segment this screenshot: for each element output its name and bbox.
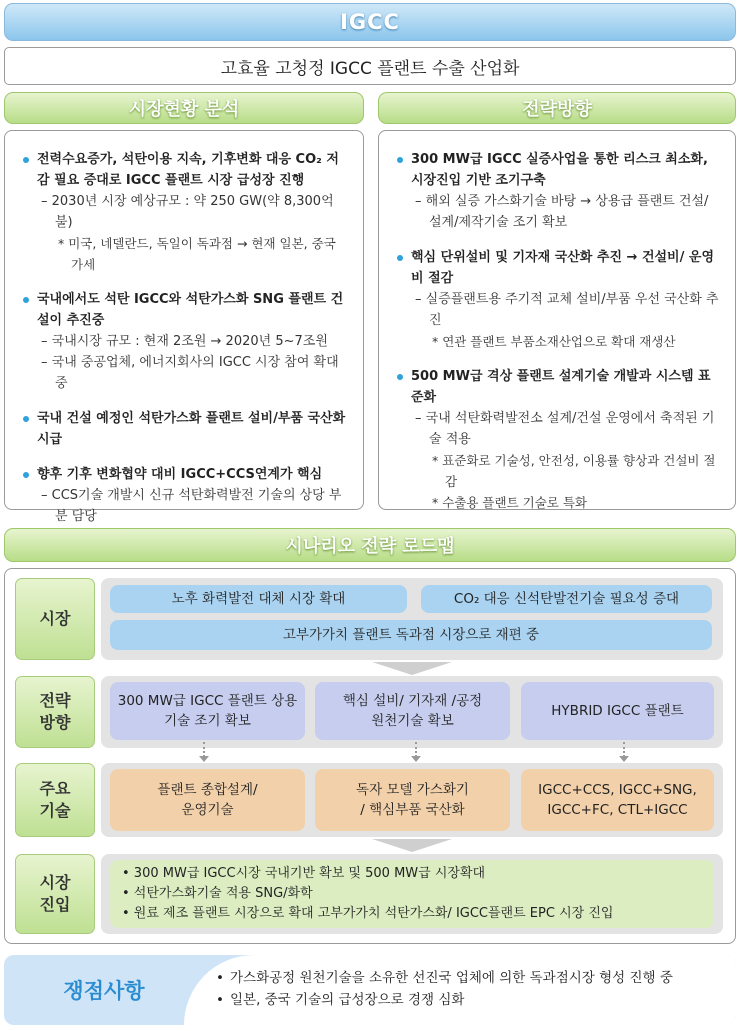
- market-analysis-item-sub: – 2030년 시장 예상규모 : 약 250 GW(약 8,300억불): [41, 194, 334, 230]
- market-analysis-item: [21, 149, 349, 275]
- strategy-item-sub: – 실증플랜트용 주기적 교체 설비/부품 우선 국산화 추진: [415, 292, 719, 328]
- market-analysis-item: [21, 464, 349, 527]
- page-subtitle: 고효율 고청정 IGCC 플랜트 수출 산업화: [4, 47, 736, 85]
- strategy-item-title: 500 MW급 격상 플랜트 설계기술 개발과 시스템 표준화: [395, 366, 721, 408]
- strategy-item: [395, 149, 721, 233]
- market-analysis-item-title: 향후 기후 변화협약 대비 IGCC+CCS연계가 핵심: [21, 464, 349, 485]
- issues-bar: [4, 955, 736, 1025]
- entry-item-2: • 석탄가스화기술 적용 SNG/화학: [122, 886, 313, 901]
- strategy-item-note: * 연관 플랜트 부품소재산업으로 확대 재생산: [432, 334, 676, 349]
- strategy-panel: [378, 130, 736, 510]
- tech-item-1: 플랜트 종합설계/ 운영기술: [110, 769, 305, 831]
- down-arrow-icon: [372, 839, 452, 852]
- market-analysis-item-sub: – 국내 중공업체, 에너지회사의 IGCC 시장 참여 확대 중: [41, 355, 339, 391]
- row-area-entry: [101, 854, 723, 934]
- strategy-item: [395, 366, 721, 513]
- row-area-strategy: [101, 676, 723, 748]
- tech-item-3: IGCC+CCS, IGCC+SNG, IGCC+FC, CTL+IGCC: [521, 769, 714, 831]
- connector-arrow-icon: [411, 756, 421, 762]
- connector-arrow-icon: [619, 756, 629, 762]
- strategy-item-note: * 표준화로 기술성, 안전성, 이용률 향상과 건설비 절감: [432, 453, 716, 489]
- page-title: IGCC: [4, 3, 736, 41]
- row-label-entry: 시장 진입: [15, 854, 95, 934]
- row-label-tech: 주요 기술: [15, 763, 95, 837]
- row-area-market: [101, 578, 723, 660]
- strategy-item-sub: – 국내 석탄화력발전소 설계/건설 운영에서 축적된 기술 적용: [415, 411, 715, 447]
- market-analysis-item-sub: – CCS기술 개발시 신규 석탄화력발전 기술의 상당 부분 담당: [41, 488, 342, 524]
- entry-box: [110, 860, 714, 928]
- tech-item-2: 독자 모델 가스화기 / 핵심부품 국산화: [315, 769, 510, 831]
- entry-item-3: • 원료 제조 플랜트 시장으로 확대 고부가가치 석탄가스화/ IGCC플랜트 EPC 시장 진입: [122, 906, 614, 921]
- strategy-heading: 전략방향: [378, 92, 736, 124]
- strategy-item: [395, 247, 721, 352]
- row-label-strategy: 전략 방향: [15, 676, 95, 748]
- strategy-item-title: 핵심 단위설비 및 기자재 국산화 추진 → 건설비/ 운영비 절감: [395, 247, 721, 289]
- connector-dots: [203, 742, 205, 757]
- market-bottom: 고부가가치 플랜트 독과점 시장으로 재편 중: [110, 620, 712, 650]
- connector-dots: [415, 742, 417, 757]
- entry-item-1: • 300 MW급 IGCC시장 국내기반 확보 및 500 MW급 시장확대: [122, 866, 486, 881]
- strategy-item-title: 300 MW급 IGCC 실증사업을 통한 리스크 최소화, 시장진입 기반 조기구축: [395, 149, 721, 191]
- market-analysis-panel: [4, 130, 364, 524]
- market-top-left: 노후 화력발전 대체 시장 확대: [110, 585, 407, 613]
- market-analysis-item-title: 국내에서도 석탄 IGCC와 석탄가스화 SNG 플랜트 건설이 추진중: [21, 289, 349, 331]
- strategy-item-1: 300 MW급 IGCC 플랜트 상용 기술 조기 확보: [110, 682, 305, 740]
- market-analysis-item-title: 전력수요증가, 석탄이용 지속, 기후변화 대응 CO₂ 저감 필요 증대로 IGCC 플랜트 시장 급성장 진행: [21, 149, 349, 191]
- issues-heading: 쟁점사항: [63, 979, 145, 1003]
- market-top-right: CO₂ 대응 신석탄발전기술 필요성 증대: [421, 585, 712, 613]
- issue-item-1: • 가스화공정 원천기술을 소유한 선진국 업체에 의한 독과점시장 형성 진행 중: [214, 967, 734, 989]
- strategy-item-sub: – 해외 실증 가스화기술 바탕 → 상용급 플랜트 건설/ 설계/제작기술 조기 확보: [415, 194, 709, 230]
- row-label-market: 시장: [15, 578, 95, 660]
- connector-dots: [623, 742, 625, 757]
- market-analysis-item: [21, 408, 349, 450]
- market-analysis-heading: 시장현황 분석: [4, 92, 364, 124]
- roadmap-heading: 시나리오 전략 로드맵: [4, 528, 736, 562]
- row-area-tech: [101, 763, 723, 837]
- issues-list: [214, 967, 734, 1011]
- market-analysis-item-sub: – 국내시장 규모 : 현재 2조원 → 2020년 5~7조원: [41, 334, 328, 349]
- market-analysis-item-title: 국내 건설 예정인 석탄가스화 플랜트 설비/부품 국산화 시급: [21, 408, 349, 450]
- down-arrow-icon: [372, 662, 452, 675]
- connector-arrow-icon: [199, 756, 209, 762]
- strategy-item-2: 핵심 설비/ 기자재 /공정 원천기술 확보: [315, 682, 510, 740]
- market-analysis-item-note: * 미국, 네델란드, 독일이 독과점 → 현재 일본, 중국 가세: [58, 236, 336, 272]
- market-analysis-item: [21, 289, 349, 394]
- strategy-item-3: HYBRID IGCC 플랜트: [521, 682, 714, 740]
- strategy-item-note: * 수출용 플랜트 기술로 특화: [432, 495, 587, 510]
- issue-item-2: • 일본, 중국 기술의 급성장으로 경쟁 심화: [214, 989, 734, 1011]
